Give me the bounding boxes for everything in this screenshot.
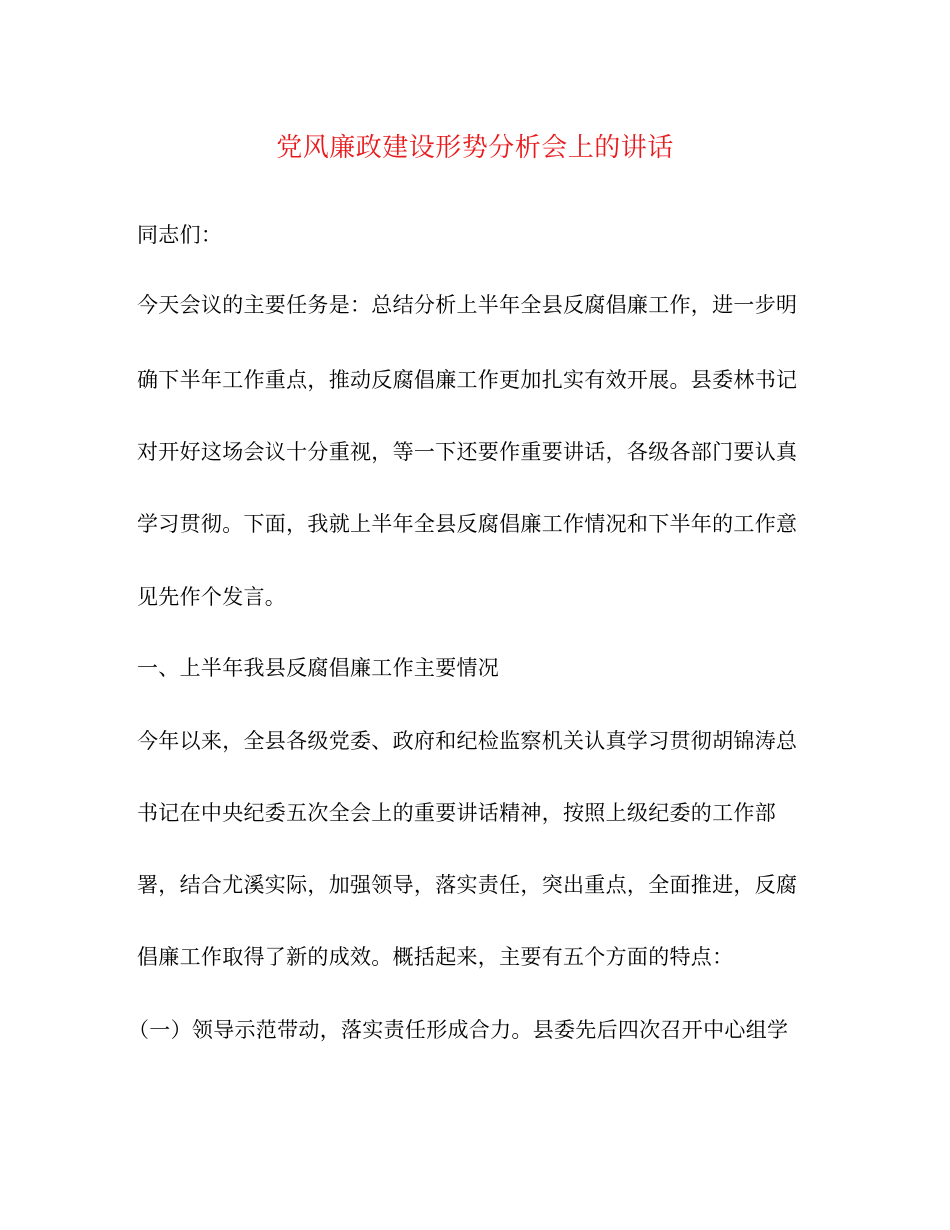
body-line-5: 见先作个发言。	[137, 585, 287, 609]
document-title: 党风廉政建设形势分析会上的讲话	[276, 133, 674, 163]
subsection-heading-1: （一）领导示范带动，落实责任形成合力。县委先后四次召开中心组学	[128, 1018, 789, 1042]
body-line-3: 对开好这场会议十分重视，等一下还要作重要讲话，各级各部门要认真	[137, 440, 798, 464]
body-line-7: 今年以来，全县各级党委、政府和纪检监察机关认真学习贯彻胡锦涛总	[137, 729, 798, 753]
salutation: 同志们：	[137, 223, 223, 247]
body-line-2: 确下半年工作重点，推动反腐倡廉工作更加扎实有效开展。县委林书记	[137, 368, 798, 392]
body-line-9: 署，结合尤溪实际，加强领导，落实责任，突出重点，全面推进，反腐	[137, 873, 798, 897]
body-line-4: 学习贯彻。下面，我就上半年全县反腐倡廉工作情况和下半年的工作意	[137, 512, 798, 536]
body-line-8: 书记在中央纪委五次全会上的重要讲话精神，按照上级纪委的工作部	[137, 801, 776, 825]
body-line-1: 今天会议的主要任务是：总结分析上半年全县反腐倡廉工作，进一步明	[137, 293, 798, 317]
section-heading-1: 一、上半年我县反腐倡廉工作主要情况	[137, 656, 500, 680]
body-line-10: 倡廉工作取得了新的成效。概括起来，主要有五个方面的特点：	[137, 945, 734, 969]
